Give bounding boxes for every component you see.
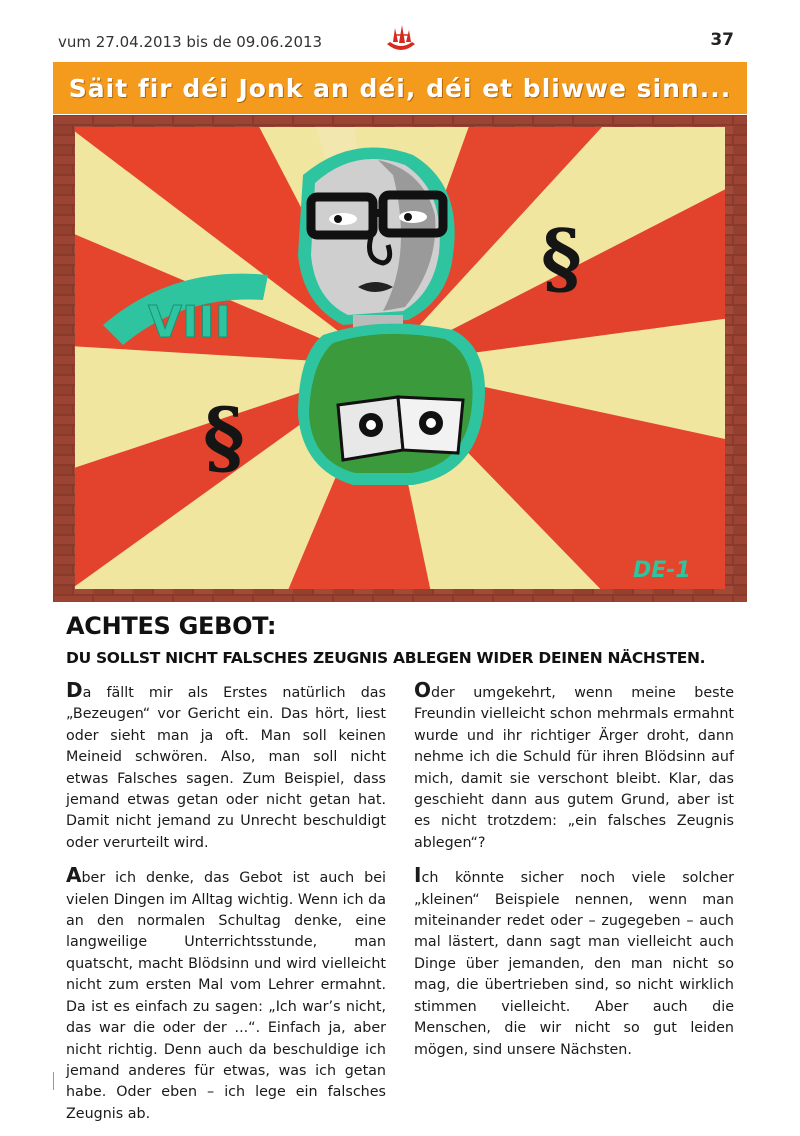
graffiti-tag: DE-1	[633, 558, 691, 583]
church-logo-icon	[383, 22, 419, 58]
article-column-right	[414, 680, 734, 1072]
banner-title: Säit fir déi Jonk an déi, déi et bliwwe sinn...	[68, 73, 732, 103]
paragraph: Oder umgekehrt, wenn meine beste Freundin vielleicht schon mehrmals ermahnt wurde und ihr richtiger Ärger droht, dann nehme ich die Schuld für ihren Blödsinn auf mich, damit sie verschont bleibt. Klar, das geschieht dann aus gutem Grund, aber ist es nicht trotzdem: „ein falsches Zeugnis ablegen“?	[414, 678, 734, 851]
paragraph: Da fällt mir als Erstes natürlich das „Bezeugen“ vor Gericht ein. Das hört, liest oder sieht man ja oft. Man soll keinen Meineid schwören. Also, man soll nicht etwas Falsches sagen. Zum Beispiel, dass jemand etwas getan oder nicht getan hat. Damit nicht jemand zu Unrecht beschuldigt oder verurteilt wird.	[66, 678, 386, 851]
paragraph: Aber ich denke, das Gebot ist auch bei vielen Dingen im Alltag wichtig. Wenn ich da an den normalen Schultag denke, eine langweilige Unterrichtsstunde, man quatscht, macht Blödsinn und wird vielleicht nicht zum ersten Mal vom Lehrer ermahnt. Da ist es einfach zu sagen: „Ich war’s nicht, das war die oder der ...“. Einfach ja, aber nicht richtig. Denn auch da beschuldige ich jemand anderes für etwas, was ich getan habe. Oder eben – ich lege ein falsches Zeugnis ab.	[66, 863, 386, 1122]
paragraph: Ich könnte sicher noch viele solcher „kleinen“ Beispiele nennen, wenn man miteinander redet oder – zugegeben – auch mal lästert, dann sagt man vielleicht auch Dinge über jemanden, den man nicht so mag, die übertrieben sind, so nicht wirklich stimmen vielleicht. Aber auch die Menschen, die wir nicht so gut leiden mögen, sind unsere Nächsten.	[414, 863, 734, 1058]
section-banner	[53, 62, 747, 114]
paragraph-sign-right: §	[541, 213, 582, 304]
date-range: vum 27.04.2013 bis de 09.06.2013	[58, 33, 323, 51]
article-column-left	[66, 680, 386, 1136]
page-number: 37	[710, 30, 734, 50]
graffiti-photo	[53, 115, 747, 602]
article-heading: ACHTES GEBOT:	[66, 612, 277, 640]
edge-mark	[53, 1072, 54, 1090]
article-subheading: DU SOLLST NICHT FALSCHES ZEUGNIS ABLEGEN WIDER DEINEN NÄCHSTEN.	[66, 649, 706, 667]
paragraph-sign-left: §	[203, 390, 245, 484]
roman-numeral-graffiti: VIII	[148, 297, 232, 348]
